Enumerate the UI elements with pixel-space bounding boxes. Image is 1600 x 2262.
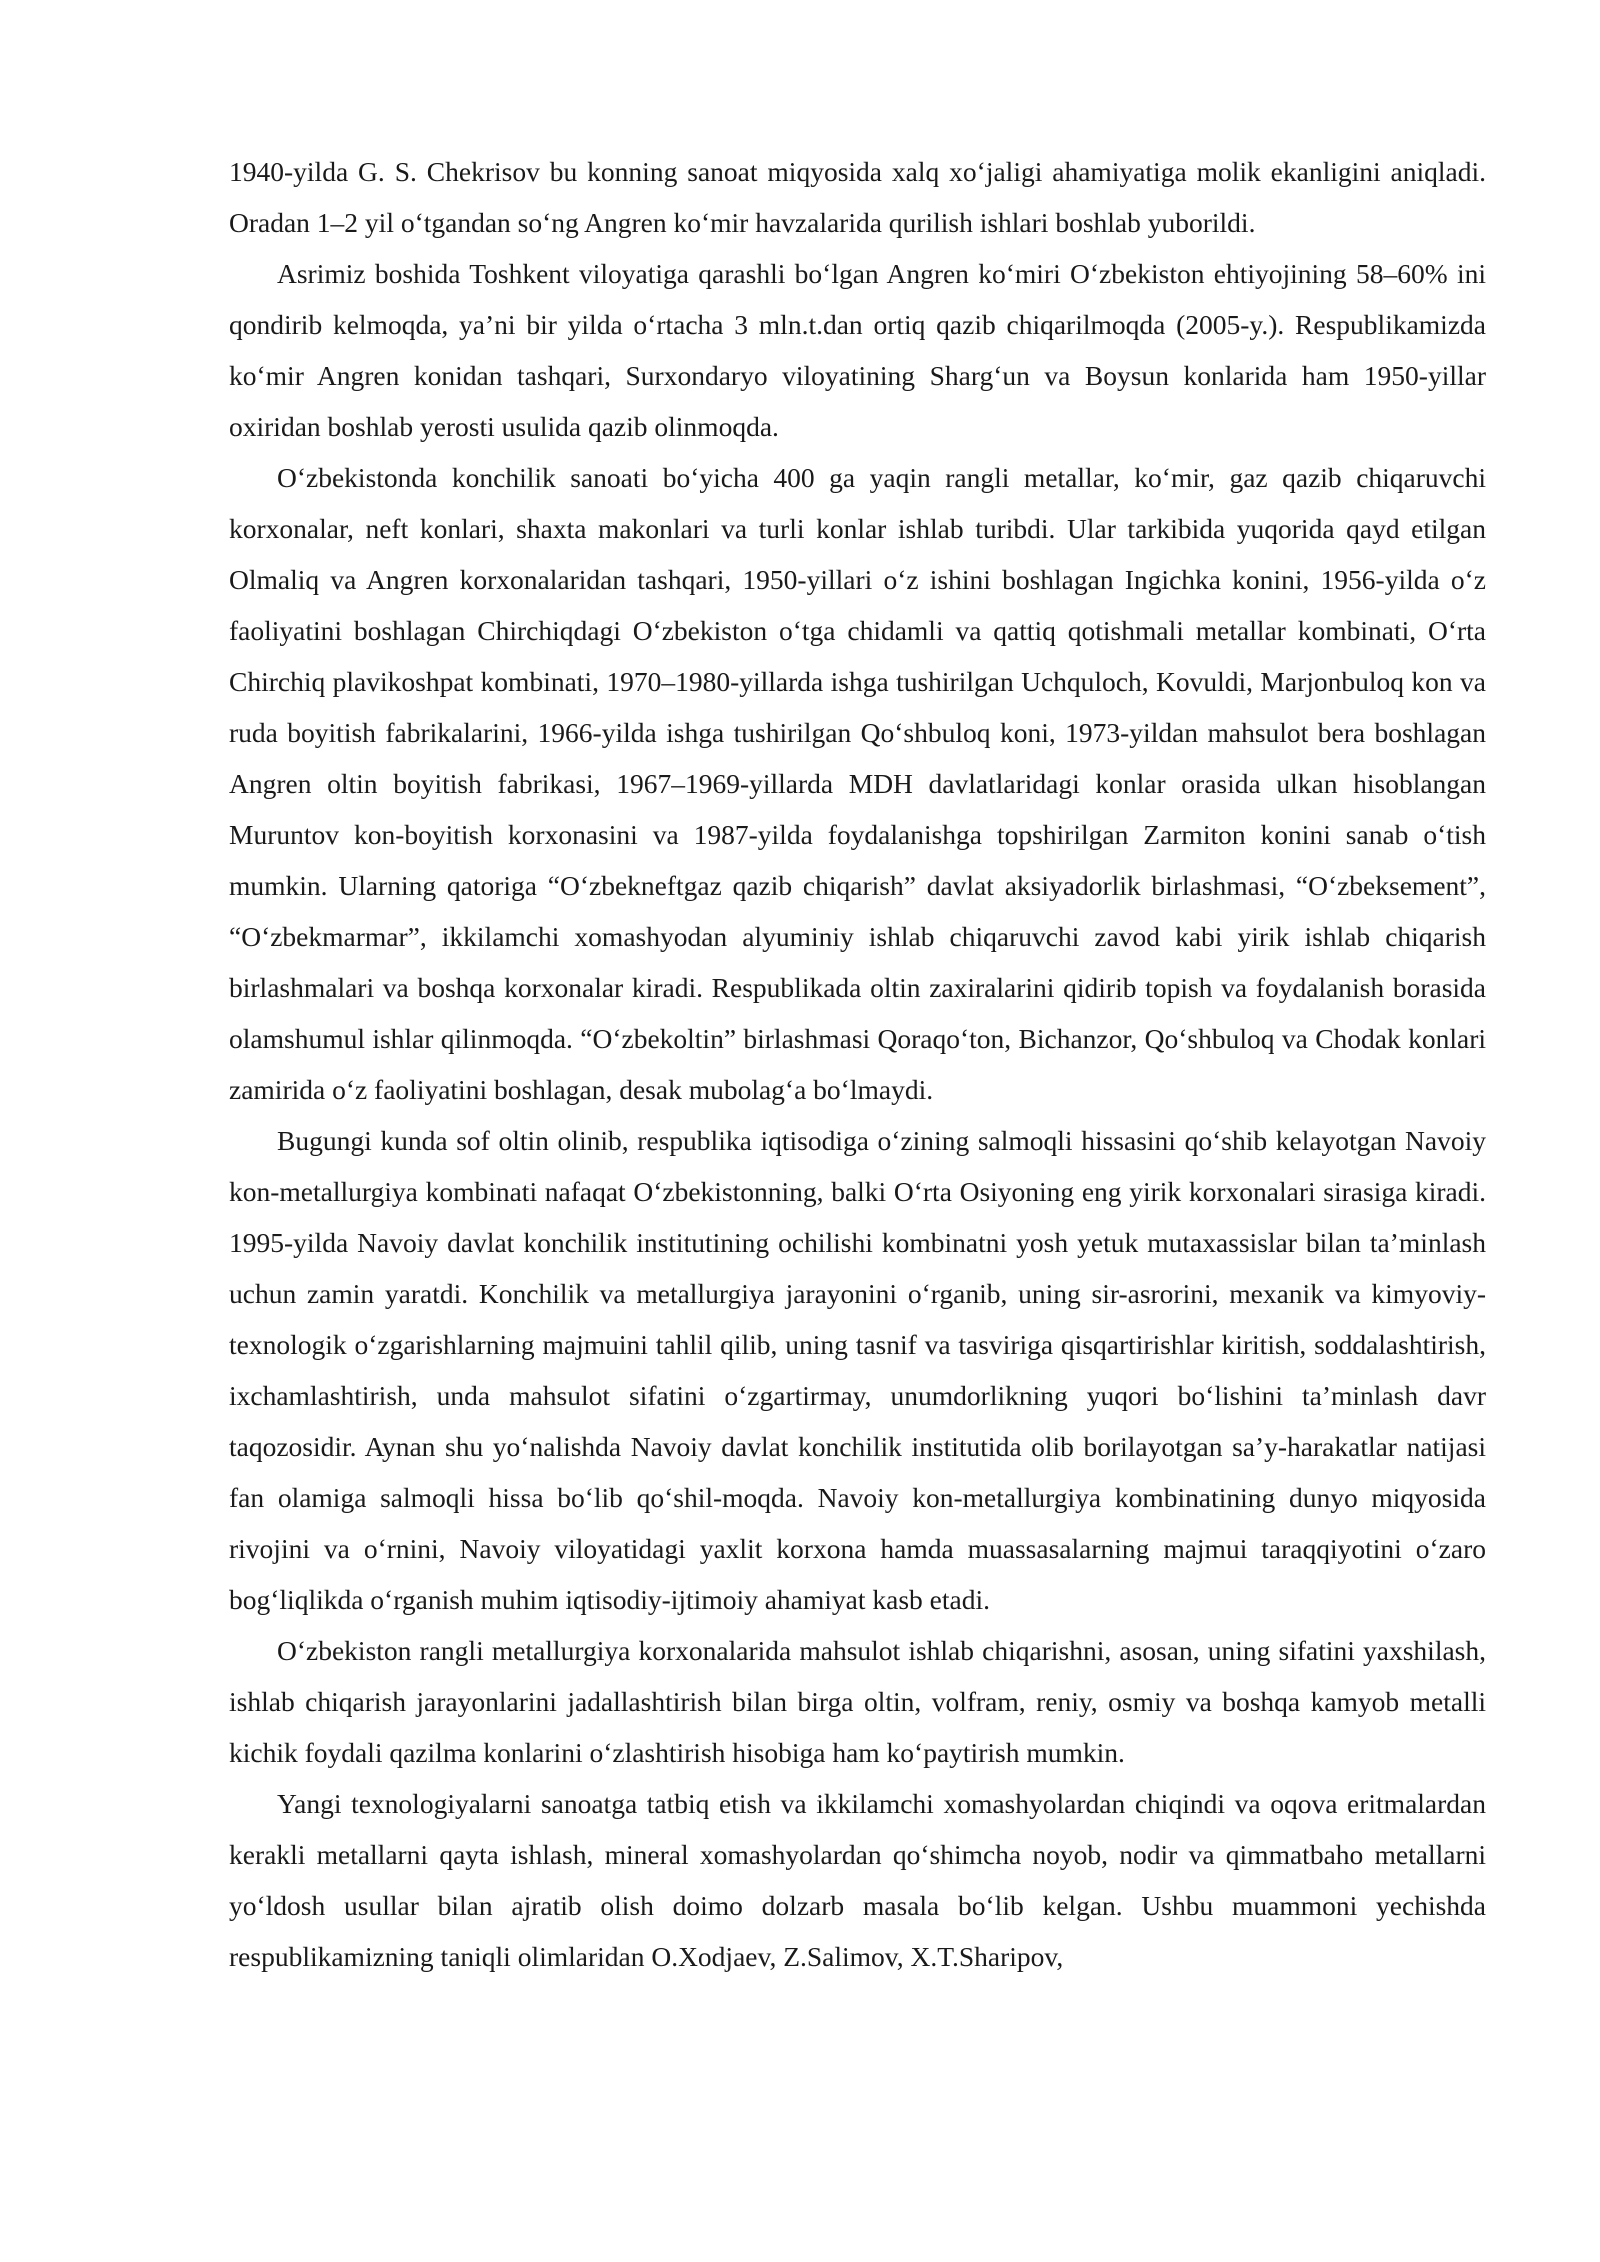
paragraph-1: 1940-yilda G. S. Chekrisov bu konning sanoat miqyosida xalq xo‘jaligi ahamiyatiga molik ekanligini aniqladi. Oradan 1–2 yil o‘tgandan so‘ng Angren ko‘mir havzalarida qurilish ishlari boshlab yuborildi.	[229, 156, 1486, 238]
paragraph-4: Bugungi kunda sof oltin olinib, respublika iqtisodiga o‘zining salmoqli hissasini qo‘shib kelayotgan Navoiy kon-metallurgiya kombinati nafaqat O‘zbekistonning, balki O‘rta Osiyoning eng yirik korxonalari sirasiga kiradi. 1995-yilda Navoiy davlat konchilik institutining ochilishi kombinatni yosh yetuk mutaxassislar bilan ta’minlash uchun zamin yaratdi. Konchilik va metallurgiya jarayonini o‘rganib, uning sir-asrorini, mexanik va kimyoviy-texnologik o‘zgarishlarning majmuini tahlil qilib, uning tasnif va tasviriga qisqartirishlar kiritish, soddalashtirish, ixchamlashtirish, unda mahsulot sifatini o‘zgartirmay, unumdorlikning yuqori bo‘lishini ta’minlash davr taqozosidir. Aynan shu yo‘nalishda Navoiy davlat konchilik institutida olib borilayotgan sa’y-harakatlar natijasi fan olamiga salmoqli hissa bo‘lib qo‘shil-moqda. Navoiy kon-metallurgiya kombinatining dunyo miqyosida rivojini va o‘rnini, Navoiy viloyatidagi yaxlit korxona hamda muassasalarning majmui taraqqiyotini o‘zaro bog‘liqlikda o‘rganish muhim iqtisodiy-ijtimoiy ahamiyat kasb etadi.	[229, 1125, 1486, 1615]
paragraph-5: O‘zbekiston rangli metallurgiya korxonalarida mahsulot ishlab chiqarishni, asosan, uning sifatini yaxshilash, ishlab chiqarish jarayonlarini jadallashtirish bilan birga oltin, volfram, reniy, osmiy va boshqa kamyob metalli kichik foydali qazilma konlarini o‘zlashtirish hisobiga ham ko‘paytirish mumkin.	[229, 1635, 1486, 1768]
document-page	[229, 146, 1486, 1982]
paragraph-2: Asrimiz boshida Toshkent viloyatiga qarashli bo‘lgan Angren ko‘miri O‘zbekiston ehtiyojining 58–60% ini qondirib kelmoqda, ya’ni bir yilda o‘rtacha 3 mln.t.dan ortiq qazib chiqarilmoqda (2005-y.). Respublikamizda ko‘mir Angren konidan tashqari, Surxondaryo viloyatining Sharg‘un va Boysun konlarida ham 1950-yillar oxiridan boshlab yerosti usulida qazib olinmoqda.	[229, 258, 1486, 442]
paragraph-6: Yangi texnologiyalarni sanoatga tatbiq etish va ikkilamchi xomashyolardan chiqindi va oqova eritmalardan kerakli metallarni qayta ishlash, mineral xomashyolardan qo‘shimcha noyob, nodir va qimmatbaho metallarni yo‘ldosh usullar bilan ajratib olish doimo dolzarb masala bo‘lib kelgan. Ushbu muammoni yechishda respublikamizning taniqli olimlaridan O.Xodjaev, Z.Salimov, X.T.Sharipov,	[229, 1788, 1486, 1972]
paragraph-3: O‘zbekistonda konchilik sanoati bo‘yicha 400 ga yaqin rangli metallar, ko‘mir, gaz qazib chiqaruvchi korxonalar, neft konlari, shaxta makonlari va turli konlar ishlab turibdi. Ular tarkibida yuqorida qayd etilgan Olmaliq va Angren korxonalaridan tashqari, 1950-yillari o‘z ishini boshlagan Ingichka konini, 1956-yilda o‘z faoliyatini boshlagan Chirchiqdagi O‘zbekiston o‘tga chidamli va qattiq qotishmali metallar kombinati, O‘rta Chirchiq plavikoshpat kombinati, 1970–1980-yillarda ishga tushirilgan Uchquloch, Kovuldi, Marjonbuloq kon va ruda boyitish fabrikalarini, 1966-yilda ishga tushirilgan Qo‘shbuloq koni, 1973-yildan mahsulot bera boshlagan Angren oltin boyitish fabrikasi, 1967–1969-yillarda MDH davlatlaridagi konlar orasida ulkan hisoblangan Muruntov kon-boyitish korxonasini va 1987-yilda foydalanishga topshirilgan Zarmiton konini sanab o‘tish mumkin. Ularning qatoriga “O‘zbekneftgaz qazib chiqarish” davlat aksiyadorlik birlashmasi, “O‘zbeksement”, “O‘zbekmarmar”, ikkilamchi xomashyodan alyuminiy ishlab chiqaruvchi zavod kabi yirik ishlab chiqarish birlashmalari va boshqa korxonalar kiradi. Respublikada oltin zaxiralarini qidirib topish va foydalanish borasida olamshumul ishlar qilinmoqda. “O‘zbekoltin” birlashmasi Qoraqo‘ton, Bichanzor, Qo‘shbuloq va Chodak konlari zamirida o‘z faoliyatini boshlagan, desak mubolag‘a bo‘lmaydi.	[229, 462, 1486, 1105]
